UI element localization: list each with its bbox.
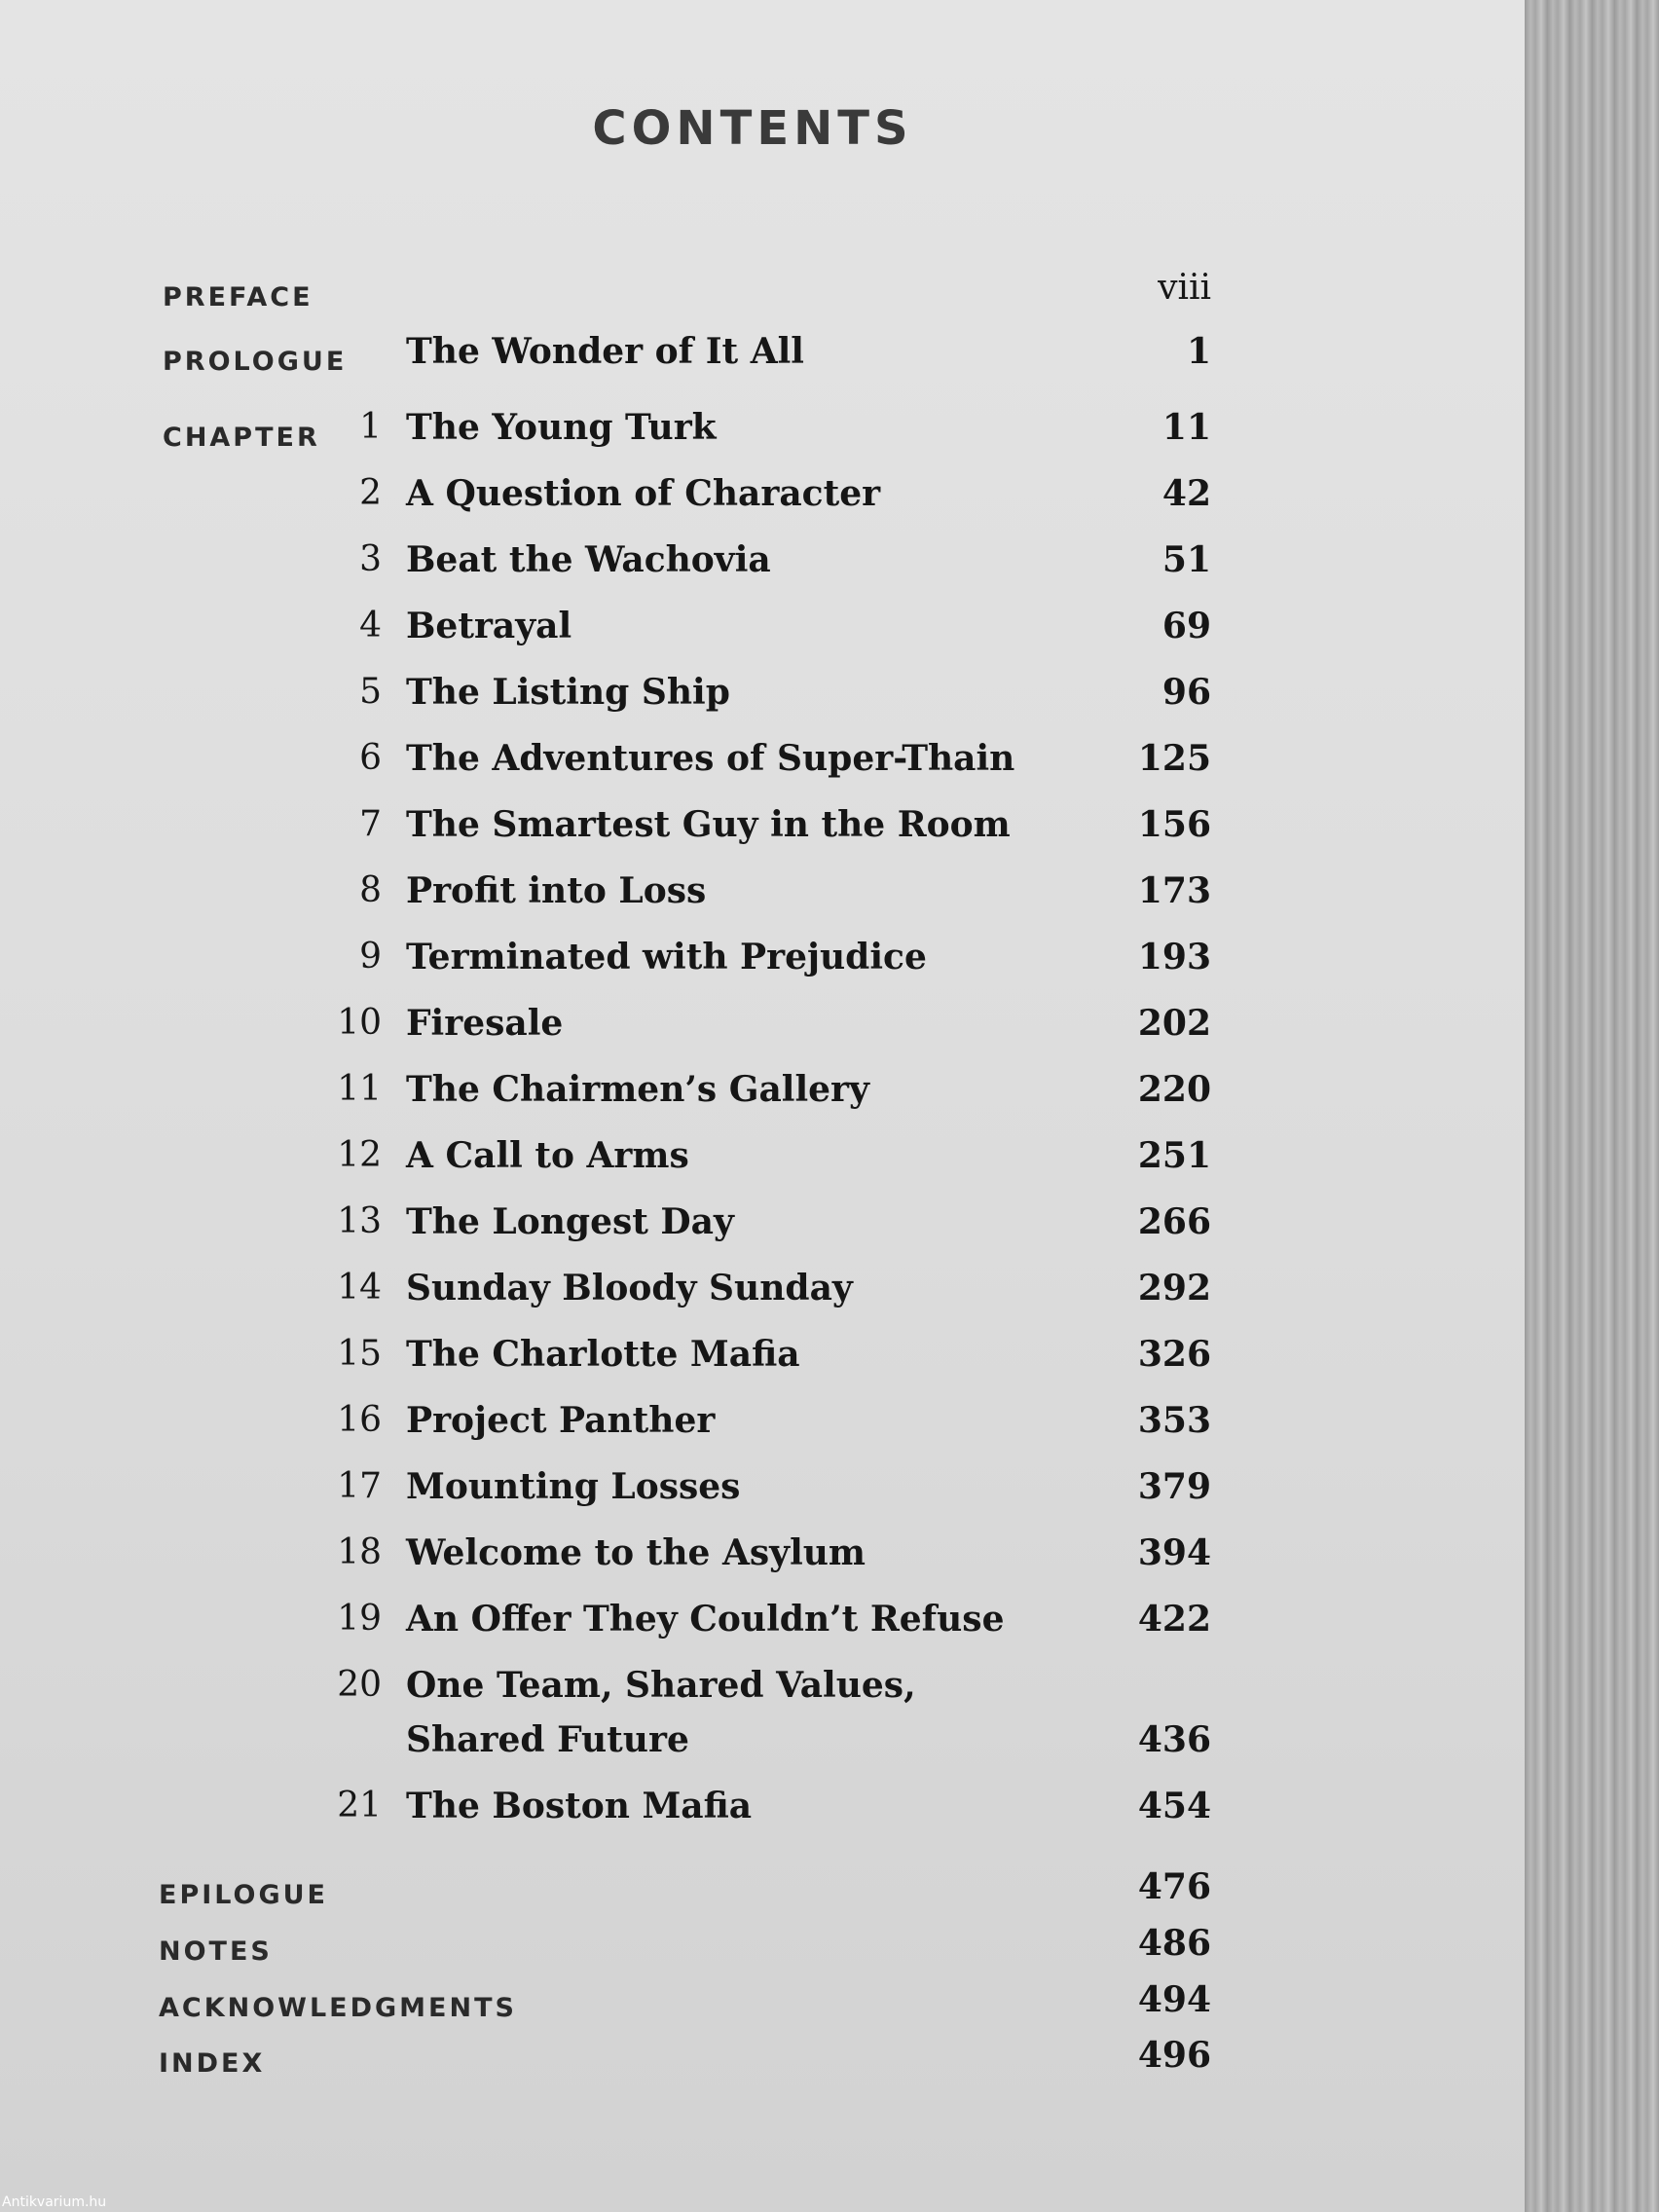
chapter-page: 454 <box>1137 1786 1211 1826</box>
chapter-page: 220 <box>1137 1069 1211 1110</box>
chapter-number: 15 <box>337 1334 382 1374</box>
chapter-number: 3 <box>359 539 382 579</box>
prologue-title: The Wonder of It All <box>406 331 804 372</box>
chapter-title: The Listing Ship <box>406 672 730 713</box>
prologue-page: 1 <box>1186 331 1211 372</box>
chapter-page: 422 <box>1137 1599 1211 1640</box>
chapter-title: The Chairmen’s Gallery <box>406 1069 869 1110</box>
chapter-number: 14 <box>337 1268 382 1308</box>
chapter-title: Beat the Wachovia <box>406 539 771 580</box>
chapter-number: 17 <box>337 1466 382 1506</box>
chapter-title: An Offer They Couldn’t Refuse <box>406 1599 1005 1640</box>
back-matter-label: INDEX <box>159 2048 266 2079</box>
chapter-page: 251 <box>1137 1135 1211 1176</box>
chapter-title: Terminated with Prejudice <box>406 937 927 977</box>
chapter-page: 69 <box>1161 606 1211 646</box>
chapter-title: The Boston Mafia <box>406 1786 753 1826</box>
chapter-title: A Question of Character <box>406 473 881 514</box>
page-edge <box>1525 0 1659 2212</box>
chapter-number: 19 <box>337 1599 382 1639</box>
chapter-title-line2: Shared Future <box>406 1719 689 1760</box>
chapter-number: 10 <box>337 1003 382 1043</box>
back-matter-page: 496 <box>1137 2035 1211 2076</box>
chapter-page: 266 <box>1137 1201 1211 1242</box>
chapter-number: 8 <box>359 870 382 910</box>
prologue-label: PROLOGUE <box>163 347 348 377</box>
chapter-number: 11 <box>337 1069 382 1109</box>
chapter-page: 193 <box>1137 937 1211 977</box>
back-matter-label: EPILOGUE <box>159 1880 329 1910</box>
chapter-number: 9 <box>359 937 382 977</box>
back-matter-page: 476 <box>1137 1866 1211 1907</box>
preface-label: PREFACE <box>163 282 313 313</box>
chapter-title: One Team, Shared Values, <box>406 1665 916 1706</box>
chapter-number: 5 <box>359 672 382 712</box>
chapter-title: The Adventures of Super-Thain <box>406 738 1015 779</box>
chapter-title: Firesale <box>406 1003 564 1044</box>
back-matter-page: 494 <box>1137 1979 1211 2020</box>
chapter-title: The Smartest Guy in the Room <box>406 804 1011 845</box>
chapter-number: 13 <box>337 1201 382 1241</box>
chapter-page: 292 <box>1137 1268 1211 1309</box>
chapter-number: 18 <box>337 1532 382 1572</box>
chapter-title: Mounting Losses <box>406 1466 741 1507</box>
chapter-page: 379 <box>1137 1466 1211 1507</box>
chapter-title: Profit into Loss <box>406 870 707 911</box>
chapter-number: 12 <box>337 1135 382 1175</box>
chapter-page: 51 <box>1161 539 1211 580</box>
chapter-number: 4 <box>359 606 382 645</box>
chapter-title: Sunday Bloody Sunday <box>406 1268 853 1309</box>
chapter-page: 11 <box>1161 407 1211 448</box>
chapter-title: Project Panther <box>406 1400 716 1441</box>
chapter-number: 16 <box>337 1400 382 1440</box>
chapter-title: A Call to Arms <box>406 1135 689 1176</box>
chapter-number: 21 <box>337 1786 382 1825</box>
chapter-title: The Young Turk <box>406 407 717 448</box>
chapter-page: 202 <box>1137 1003 1211 1044</box>
chapter-title: The Charlotte Mafia <box>406 1334 800 1375</box>
chapter-page: 394 <box>1137 1532 1211 1573</box>
chapter-number: 20 <box>337 1665 382 1705</box>
contents-heading: CONTENTS <box>592 101 913 156</box>
chapter-page: 156 <box>1137 804 1211 845</box>
chapter-page: 173 <box>1137 870 1211 911</box>
chapter-title: Welcome to the Asylum <box>406 1532 866 1573</box>
chapter-number: 1 <box>359 407 382 447</box>
chapter-page: 436 <box>1137 1719 1211 1760</box>
chapter-title: The Longest Day <box>406 1201 734 1242</box>
watermark-text: Antikvarium.hu <box>2 2194 107 2210</box>
chapter-title: Betrayal <box>406 606 572 646</box>
chapter-number: 2 <box>359 473 382 513</box>
chapter-page: 96 <box>1161 672 1211 713</box>
chapter-page: 125 <box>1137 738 1211 779</box>
preface-page: viii <box>1158 268 1211 308</box>
chapter-page: 326 <box>1137 1334 1211 1375</box>
chapter-page: 42 <box>1161 473 1211 514</box>
back-matter-page: 486 <box>1137 1923 1211 1964</box>
back-matter-label: NOTES <box>159 1936 273 1967</box>
chapter-label: CHAPTER <box>163 423 320 453</box>
chapter-number: 7 <box>359 804 382 844</box>
back-matter-label: ACKNOWLEDGMENTS <box>159 1993 517 2023</box>
chapter-number: 6 <box>359 738 382 778</box>
chapter-page: 353 <box>1137 1400 1211 1441</box>
